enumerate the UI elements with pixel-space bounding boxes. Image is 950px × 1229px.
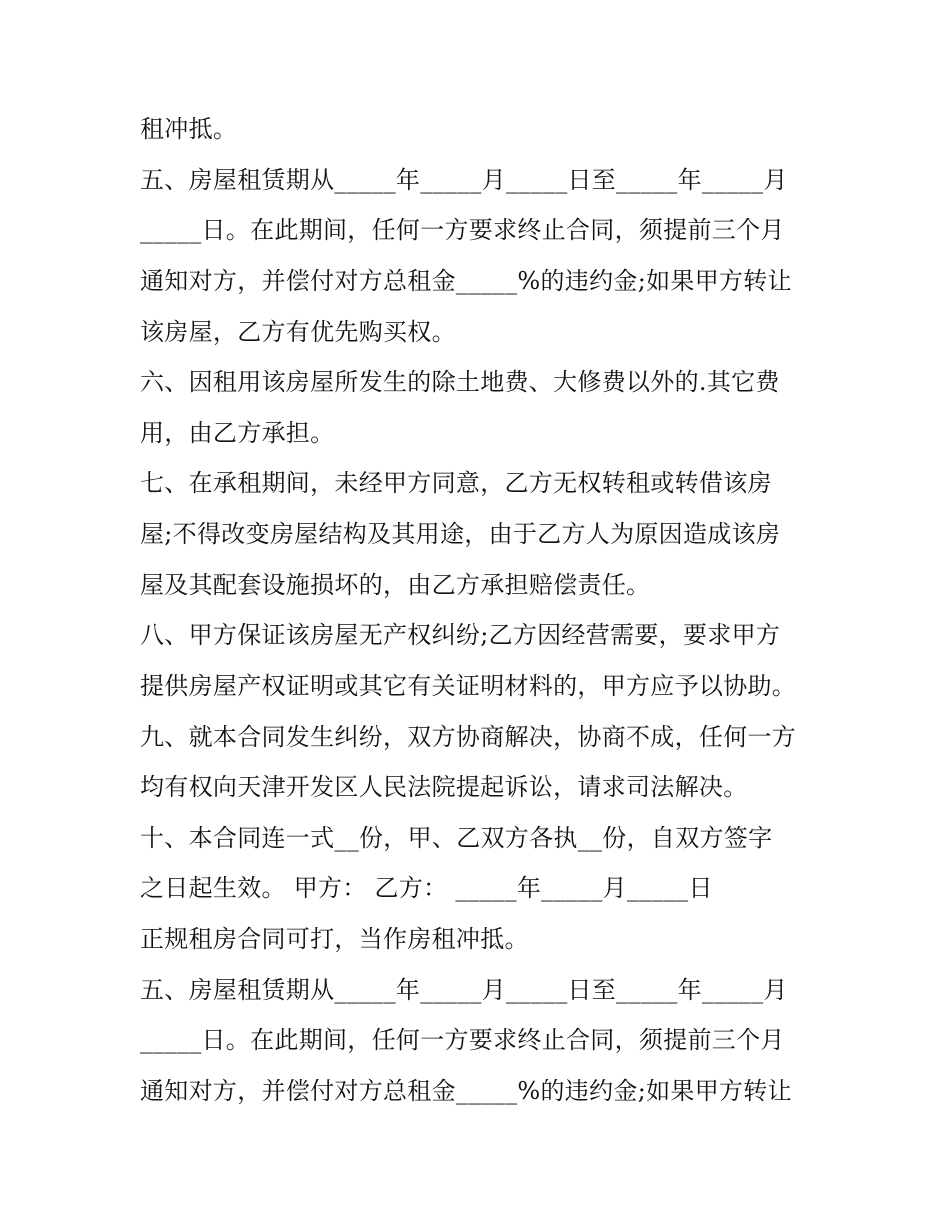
text-line: 八、甲方保证该房屋无产权纠纷;乙方因经营需要，要求甲方 bbox=[140, 621, 781, 649]
text-line: 均有权向天津开发区人民法院提起诉讼，请求司法解决。 bbox=[140, 773, 748, 801]
text-line: 正规租房合同可打，当作房租冲抵。 bbox=[140, 925, 529, 953]
text-line: 通知对方，并偿付对方总租金_____%的违约金;如果甲方转让 bbox=[140, 267, 792, 295]
text-line: 屋及其配套设施损坏的，由乙方承担赔偿责任。 bbox=[140, 571, 651, 599]
text-line: 提供房屋产权证明或其它有关证明材料的，甲方应予以协助。 bbox=[140, 672, 797, 700]
text-line: 九、就本合同发生纠纷，双方协商解决，协商不成，任何一方 bbox=[140, 723, 797, 751]
text-line: _____日。在此期间，任何一方要求终止合同，须提前三个月 bbox=[140, 216, 785, 244]
text-line: 该房屋，乙方有优先购买权。 bbox=[140, 318, 456, 346]
text-line: 七、在承租期间，未经甲方同意，乙方无权转租或转借该房 bbox=[140, 469, 772, 497]
text-line: 五、房屋租赁期从_____年_____月_____日至_____年_____月 bbox=[140, 166, 788, 194]
text-line: 五、房屋租赁期从_____年_____月_____日至_____年_____月 bbox=[140, 976, 788, 1004]
text-line: 屋;不得改变房屋结构及其用途，由于乙方人为原因造成该房 bbox=[140, 520, 781, 548]
text-line: 之日起生效。 甲方： 乙方： _____年_____月_____日 bbox=[140, 874, 713, 902]
text-line: 通知对方，并偿付对方总租金_____%的违约金;如果甲方转让 bbox=[140, 1077, 792, 1105]
text-line: 用，由乙方承担。 bbox=[140, 419, 335, 447]
text-line: 租冲抵。 bbox=[140, 115, 238, 143]
text-line: 十、本合同连一式__份，甲、乙双方各执__份，自双方签字 bbox=[140, 824, 773, 852]
text-line: _____日。在此期间，任何一方要求终止合同，须提前三个月 bbox=[140, 1026, 785, 1054]
text-line: 六、因租用该房屋所发生的除土地费、大修费以外的.其它费 bbox=[140, 368, 780, 396]
